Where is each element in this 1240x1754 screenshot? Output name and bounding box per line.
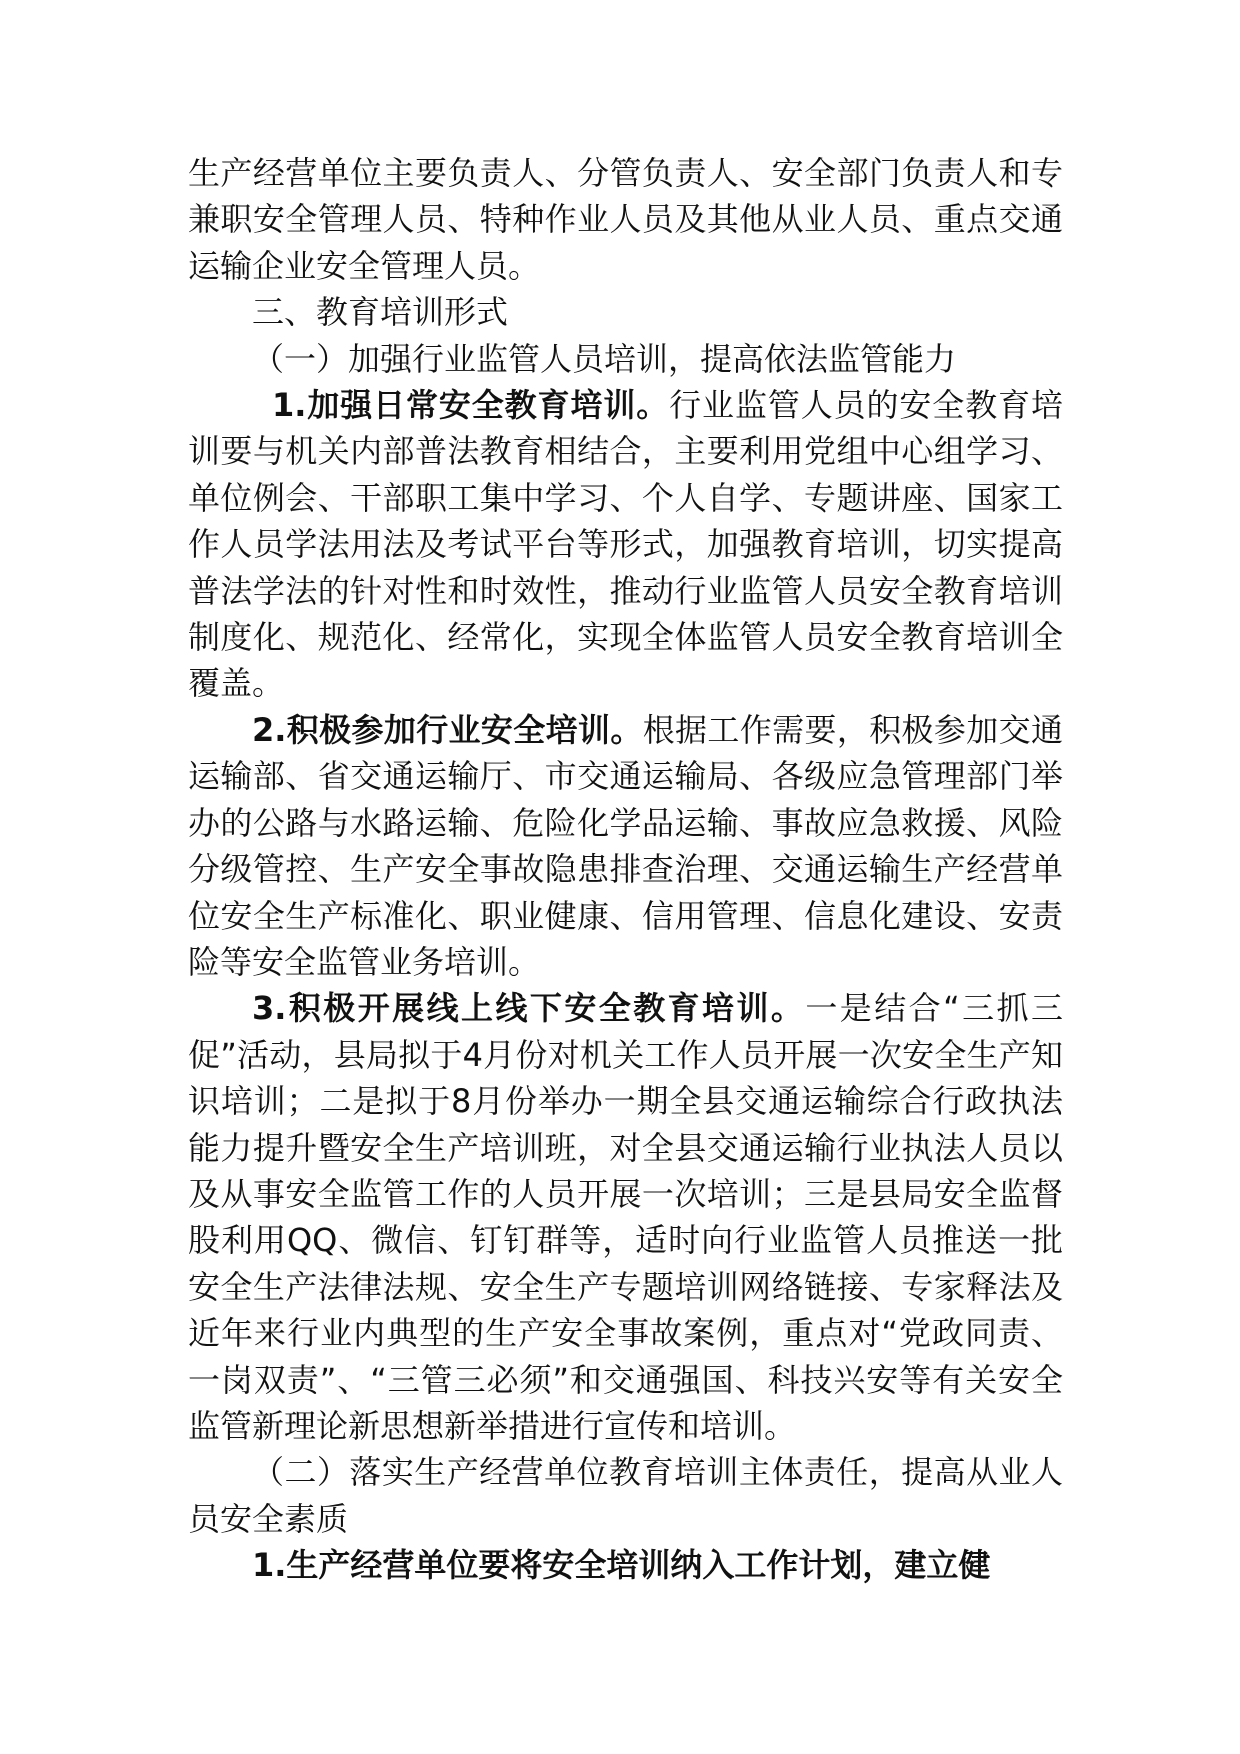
paragraph-item-3 bbox=[188, 985, 1063, 1449]
paragraph-item-2 bbox=[188, 707, 1063, 985]
subsection-heading-2: （二）落实生产经营单位教育培训主体责任，提高从业人员安全素质 bbox=[188, 1453, 1063, 1538]
item-3-body: 一是结合“三抓三促”活动，县局拟于4月份对机关工作人员开展一次安全生产知识培训；二是拟于8月份举办一期全县交通运输综合行政执法能力提升暨安全生产培训班，对全县交通运输行业执法人员以及从事安全监管工作的人员开展一次培训；三是县局安全监督股利用QQ、微信、钉钉群等，适时向行业监管人员推送一批安全生产法律法规、安全生产专题培训网络链接、专家释法及近年来行业内典型的生产安全事故案例，重点对“党政同责、一岗双责”、“三管三必须”和交通强国、科技兴安等有关安全监管新理论新思想新举措进行宣传和培训。 bbox=[188, 989, 1063, 1445]
item-2-body: 根据工作需要，积极参加交通运输部、省交通运输厅、市交通运输局、各级应急管理部门举办的公路与水路运输、危险化学品运输、事故应急救援、风险分级管控、生产安全事故隐患排查治理、交通运输生产经营单位安全生产标准化、职业健康、信用管理、信息化建设、安责险等安全监管业务培训。 bbox=[188, 710, 1063, 981]
item-1-title: 1.加强日常安全教育培训。 bbox=[272, 386, 670, 425]
item-4-title: 1.生产经营单位要将安全培训纳入工作计划，建立健 bbox=[252, 1546, 991, 1585]
item-2-title: 2.积极参加行业安全培训。 bbox=[252, 710, 643, 749]
paragraph-item-1 bbox=[188, 382, 1063, 707]
document-page bbox=[188, 150, 1063, 1589]
item-3-title: 3.积极开展线上线下安全教育培训。 bbox=[252, 989, 806, 1028]
paragraph-trainees: 生产经营单位主要负责人、分管负责人、安全部门负责人和专兼职安全管理人员、特种作业人员及其他从业人员、重点交通运输企业安全管理人员。 bbox=[188, 154, 1063, 285]
item-1-body: 行业监管人员的安全教育培训要与机关内部普法教育相结合，主要利用党组中心组学习、单位例会、干部职工集中学习、个人自学、专题讲座、国家工作人员学法用法及考试平台等形式，加强教育培训，切实提高普法学法的针对性和时效性，推动行业监管人员安全教育培训制度化、规范化、经常化，实现全体监管人员安全教育培训全覆盖。 bbox=[188, 386, 1063, 703]
subsection-heading-1: （一）加强行业监管人员培训，提高依法监管能力 bbox=[252, 339, 957, 378]
section-heading-3: 三、教育培训形式 bbox=[252, 293, 509, 332]
paragraph-item-4 bbox=[188, 1542, 1063, 1588]
